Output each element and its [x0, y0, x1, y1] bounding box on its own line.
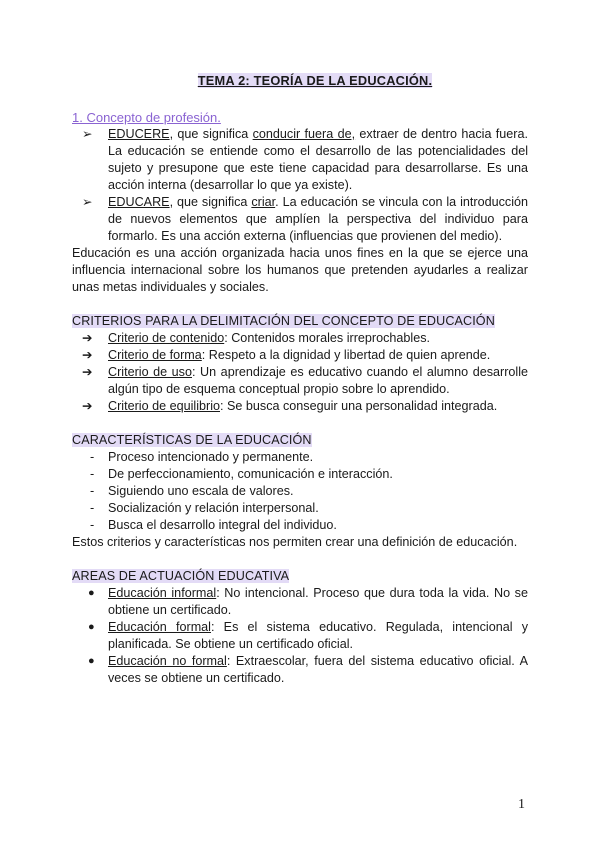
criterio-text: : Se busca conseguir una personalidad integrada. [220, 399, 498, 413]
list-item [72, 126, 528, 194]
dash-bullet-icon: - [90, 484, 95, 498]
term-pre: , que significa [169, 195, 252, 209]
closing-paragraph: Estos criterios y características nos permiten crear una definición de educación. [72, 535, 518, 549]
list-item [72, 364, 528, 398]
arrow-bullet-icon: ➔ [82, 331, 93, 345]
section-heading-caracteristicas: CARACTERÍSTICAS DE LA EDUCACIÓN [72, 433, 312, 447]
section-heading-criterios: CRITERIOS PARA LA DELIMITACIÓN DEL CONCEPTO DE EDUCACIÓN [72, 314, 495, 328]
criterio-text: : Respeto a la dignidad y libertad de quien aprende. [201, 348, 491, 362]
term-description: extraer de dentro hacia fuera. La educación se entiende como el desarrollo de las potencialidades del sujeto y presupone que este tiene capacidad para desarrollarse. Es una acción interna (desarrollar lo que ya existe). [108, 127, 528, 192]
term-pre: , que significa [169, 127, 253, 141]
document-page [72, 72, 528, 687]
area-text: : Es el sistema educativo. Regulada, intencional y planificada. Se obtiene un certificado oficial. [108, 620, 528, 651]
criterio-label: Criterio de forma [108, 348, 202, 362]
area-text: : No intencional. Proceso que dura toda la vida. No se obtiene un certificado. [108, 586, 528, 617]
criterio-label: Criterio de equilibrio [108, 399, 220, 413]
dot-bullet-icon: ● [88, 655, 95, 667]
arrow-bullet-icon: ➔ [82, 365, 93, 379]
list-item: - Proceso intencionado y permanente. [90, 450, 314, 464]
arrow-bullet-icon: ➢ [82, 195, 93, 209]
list-item [72, 330, 528, 347]
criterio-label: Criterio de uso [108, 365, 192, 379]
area-label: Educación informal [108, 586, 217, 600]
list-item: - Socialización y relación interpersonal. [90, 501, 319, 515]
caracteristicas-list [72, 449, 528, 534]
dot-bullet-icon: ● [88, 587, 95, 599]
arrow-bullet-icon: ➔ [82, 348, 93, 362]
list-item [72, 398, 528, 415]
term: EDUCERE [108, 127, 170, 141]
area-label: Educación no formal [108, 654, 227, 668]
criterios-list [72, 330, 528, 415]
section-heading-concepto: 1. Concepto de profesión. [72, 110, 221, 125]
list-item: - De perfeccionamiento, comunicación e interacción. [90, 467, 393, 481]
term-description: . La educación se vincula con la introducción de nuevos elementos que amplíen la perspectiva del individuo para formarlo. Es una acción externa (influencias que provienen del medio). [108, 195, 528, 243]
definition-paragraph: Educación es una acción organizada hacia unos fines en la que se ejerce una influencia internacional sobre los humanos que pretenden ayudarles a realizar unas metas individuales y sociales. [72, 246, 528, 294]
areas-list [72, 585, 528, 687]
concepto-list [72, 126, 528, 245]
dot-bullet-icon: ● [88, 621, 95, 633]
list-item [72, 585, 528, 619]
arrow-bullet-icon: ➔ [82, 399, 93, 413]
dash-bullet-icon: - [90, 467, 95, 481]
term-meaning: criar [251, 195, 276, 209]
list-item [72, 347, 528, 364]
page-number: 1 [518, 797, 525, 812]
section-heading-areas: AREAS DE ACTUACIÓN EDUCATIVA [72, 569, 290, 583]
list-item: - Siguiendo uno escala de valores. [90, 484, 294, 498]
page-title: TEMA 2: TEORÍA DE LA EDUCACIÓN. [197, 73, 433, 88]
list-item [72, 619, 528, 653]
dash-bullet-icon: - [90, 450, 95, 464]
criterio-label: Criterio de contenido [108, 331, 225, 345]
list-item [72, 653, 528, 687]
arrow-bullet-icon: ➢ [82, 127, 93, 141]
area-text: : Extraescolar, fuera del sistema educativo oficial. A veces se obtiene un certificado. [108, 654, 529, 685]
dash-bullet-icon: - [90, 501, 95, 515]
area-label: Educación formal [108, 620, 211, 634]
dash-bullet-icon: - [90, 518, 95, 532]
list-item [72, 194, 528, 245]
list-item: - Busca el desarrollo integral del individuo. [90, 518, 337, 532]
term-meaning: conducir fuera de, [252, 127, 356, 141]
criterio-text: : Contenidos morales irreprochables. [224, 331, 431, 345]
criterio-text: : Un aprendizaje es educativo cuando el alumno desarrolle algún tipo de esquema conceptual propio sobre lo aprendido. [108, 365, 529, 396]
term: EDUCARE [108, 195, 170, 209]
